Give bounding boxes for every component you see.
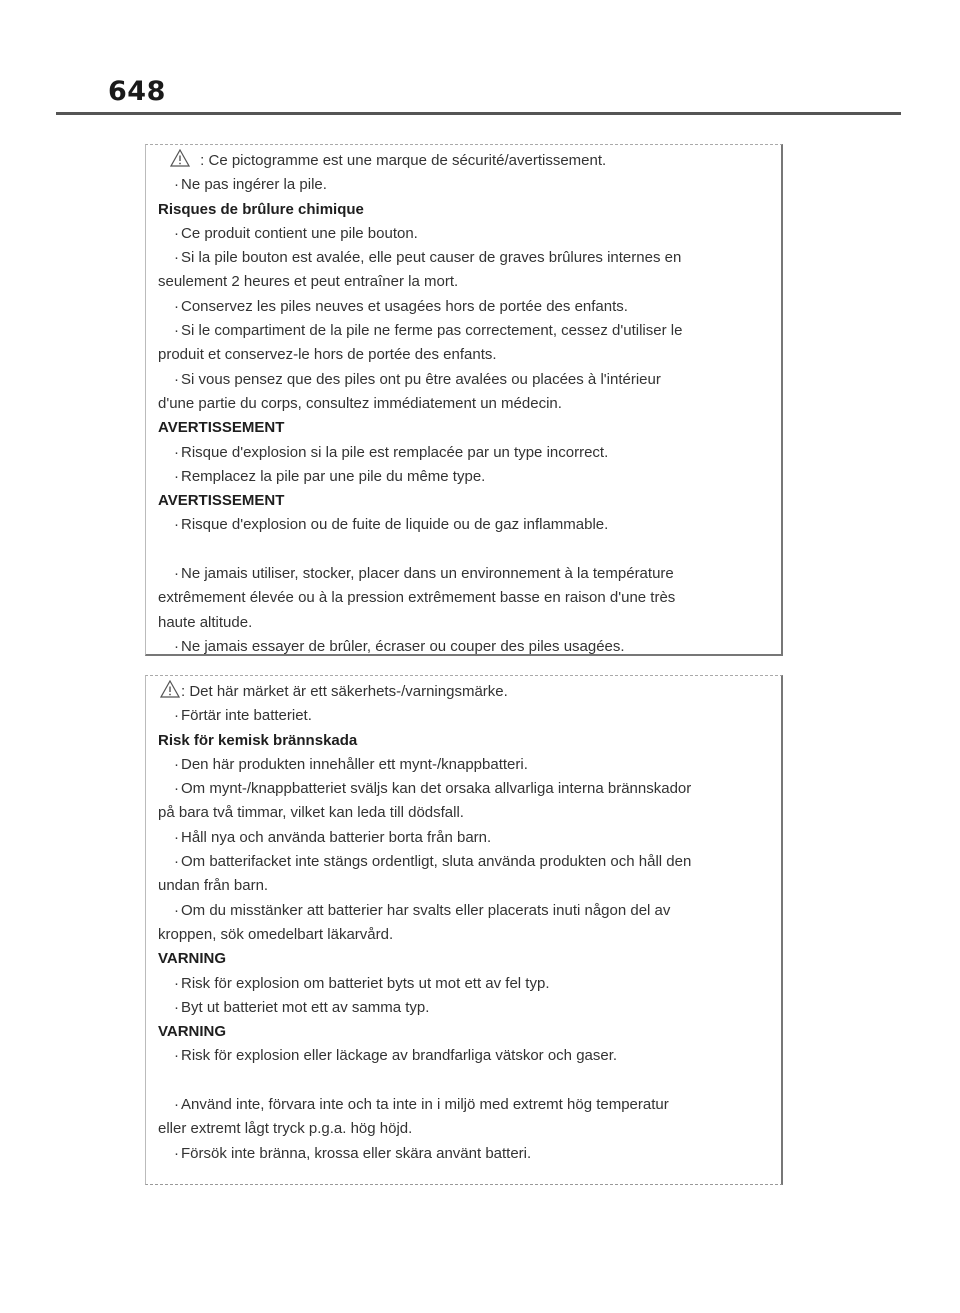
line-text: Ce produit contient une pile bouton. [181, 224, 418, 242]
bullet-dot-icon: · [174, 297, 179, 315]
bullet-dot-icon: · [174, 322, 179, 340]
bullet-item [158, 826, 781, 850]
bullet-item [158, 1044, 781, 1068]
continuation-line [158, 343, 781, 367]
bullet-dot-icon: · [174, 176, 179, 194]
line-text: undan från barn. [158, 877, 269, 895]
line-text: VARNING [158, 950, 227, 968]
line-text: d'une partie du corps, consultez immédiatement un médecin. [158, 394, 562, 412]
bullet-dot-icon: · [174, 1144, 179, 1162]
bullet-item [158, 1093, 781, 1117]
bullet-item [158, 173, 781, 197]
section-heading [158, 947, 781, 971]
page-number: 648 [108, 76, 166, 107]
continuation-line [158, 611, 781, 635]
line-text: Byt ut batteriet mot ett av samma typ. [181, 998, 430, 1016]
continuation-line [158, 1117, 781, 1141]
line-text: Remplacez la pile par une pile du même type. [181, 467, 486, 485]
section-heading [158, 489, 781, 513]
line-text: haute altitude. [158, 613, 253, 631]
line-text: Ne jamais essayer de brûler, écraser ou couper des piles usagées. [181, 637, 625, 655]
bullet-item [158, 753, 781, 777]
line-text: Risk för explosion eller läckage av brandfarliga vätskor och gaser. [181, 1047, 618, 1065]
bullet-dot-icon: · [174, 467, 179, 485]
bullet-dot-icon: · [174, 853, 179, 871]
bullet-dot-icon: · [174, 901, 179, 919]
bullet-item [158, 319, 781, 343]
french-lines [158, 173, 781, 659]
continuation-line [158, 392, 781, 416]
header-rule [56, 112, 901, 115]
bullet-item [158, 1142, 781, 1166]
line-text: Ne jamais utiliser, stocker, placer dans un environnement à la température [181, 565, 674, 583]
bullet-item [158, 295, 781, 319]
line-text: Använd inte, förvara inte och ta inte in i miljö med extremt hög temperatur [181, 1096, 669, 1114]
line-text: Risques de brûlure chimique [158, 200, 364, 218]
pictogram-text: : Ce pictogramme est une marque de sécurité/avertissement. [196, 152, 607, 169]
line-text: Si la pile bouton est avalée, elle peut causer de graves brûlures internes en [181, 249, 682, 267]
bullet-dot-icon: · [174, 637, 179, 655]
continuation-line [158, 801, 781, 825]
line-text: VARNING [158, 1023, 227, 1041]
continuation-line [158, 586, 781, 610]
line-text: Si vous pensez que des piles ont pu être avalées ou placées à l'intérieur [181, 370, 661, 388]
bullet-dot-icon: · [174, 224, 179, 242]
pictogram-line [158, 680, 781, 704]
section-heading [158, 1020, 781, 1044]
line-text: Risque d'explosion ou de fuite de liquide ou de gaz inflammable. [181, 516, 609, 534]
continuation-line [158, 874, 781, 898]
line-text: AVERTISSEMENT [158, 492, 285, 510]
line-text: AVERTISSEMENT [158, 419, 285, 437]
line-text: Om du misstänker att batterier har svalts eller placerats inuti någon del av [181, 901, 671, 919]
bullet-dot-icon: · [174, 565, 179, 583]
bullet-dot-icon: · [174, 707, 179, 725]
bullet-dot-icon: · [174, 370, 179, 388]
bullet-item [158, 368, 781, 392]
bullet-item [158, 972, 781, 996]
bullet-dot-icon: · [174, 755, 179, 773]
line-text: Ne pas ingérer la pile. [181, 176, 327, 194]
bullet-dot-icon: · [174, 828, 179, 846]
line-text: Risk för explosion om batteriet byts ut mot ett av fel typ. [181, 974, 550, 992]
bullet-item [158, 246, 781, 270]
line-text: Förtär inte batteriet. [181, 707, 312, 725]
line-text: kroppen, sök omedelbart läkarvård. [158, 925, 394, 943]
bullet-item [158, 222, 781, 246]
bullet-dot-icon: · [174, 780, 179, 798]
bullet-dot-icon: · [174, 443, 179, 461]
line-text: Risk för kemisk brännskada [158, 731, 358, 749]
blank-line [158, 1069, 781, 1093]
continuation-line [158, 270, 781, 294]
line-text: Conservez les piles neuves et usagées hors de portée des enfants. [181, 297, 628, 315]
warning-triangle-icon [160, 680, 180, 706]
pictogram-text: : Det här märket är ett säkerhets-/varningsmärke. [181, 683, 508, 700]
bullet-item [158, 899, 781, 923]
line-text: Om mynt-/knappbatteriet sväljs kan det orsaka allvarliga interna brännskador [181, 780, 692, 798]
line-text: produit et conservez-le hors de portée des enfants. [158, 346, 497, 364]
bullet-dot-icon: · [174, 516, 179, 534]
section-heading [158, 416, 781, 440]
bullet-item [158, 777, 781, 801]
line-text: extrêmement élevée ou à la pression extrêmement basse en raison d'une très [158, 589, 676, 607]
line-text: Om batterifacket inte stängs ordentligt, sluta använda produkten och håll den [181, 853, 692, 871]
bullet-item [158, 850, 781, 874]
line-text: Försök inte bränna, krossa eller skära använt batteri. [181, 1144, 532, 1162]
section-heading [158, 729, 781, 753]
bullet-item [158, 996, 781, 1020]
continuation-line [158, 923, 781, 947]
bullet-item [158, 441, 781, 465]
line-text: på bara två timmar, vilket kan leda till dödsfall. [158, 804, 464, 822]
line-text: eller extremt lågt tryck p.g.a. hög höjd. [158, 1120, 413, 1138]
bullet-item [158, 635, 781, 659]
line-text: Håll nya och använda batterier borta från barn. [181, 828, 492, 846]
bullet-item [158, 465, 781, 489]
blank-line [158, 538, 781, 562]
bullet-dot-icon: · [174, 249, 179, 267]
french-safety-notice [145, 144, 783, 656]
bullet-item [158, 562, 781, 586]
bullet-item [158, 513, 781, 537]
swedish-lines [158, 704, 781, 1166]
bullet-dot-icon: · [174, 998, 179, 1016]
line-text: Den här produkten innehåller ett mynt-/knappbatteri. [181, 755, 528, 773]
bullet-item [158, 704, 781, 728]
line-text: seulement 2 heures et peut entraîner la mort. [158, 273, 459, 291]
line-text: Risque d'explosion si la pile est remplacée par un type incorrect. [181, 443, 609, 461]
bullet-dot-icon: · [174, 1096, 179, 1114]
bullet-dot-icon: · [174, 1047, 179, 1065]
bullet-dot-icon: · [174, 974, 179, 992]
section-heading [158, 198, 781, 222]
line-text: Si le compartiment de la pile ne ferme pas correctement, cessez d'utiliser le [181, 322, 683, 340]
warning-triangle-icon [170, 149, 190, 175]
pictogram-line [158, 149, 781, 173]
swedish-safety-notice [145, 675, 783, 1185]
